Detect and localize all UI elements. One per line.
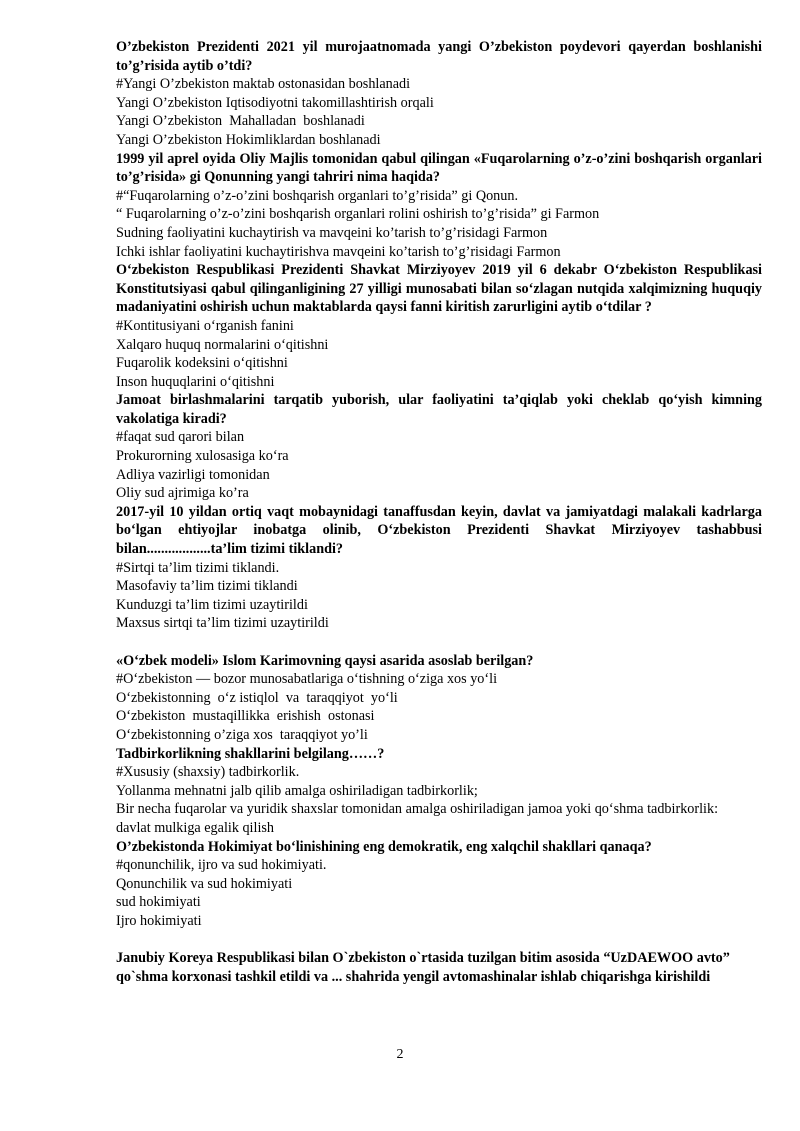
answer-option: Yangi O’zbekiston Mahalladan boshlanadi: [116, 113, 365, 130]
answer-option: O‘zbekistonning o’ziga xos taraqqiyot yo’li: [116, 726, 368, 743]
page-number: 2: [396, 1047, 404, 1062]
answer-option: Prokurorning xulosasiga ko‘ra: [116, 448, 289, 465]
answer-option: sud hokimiyati: [116, 894, 201, 911]
question-9: Janubiy Koreya Respublikasi bilan O`zbekiston o`rtasida tuzilgan bitim asosida “UzDAEWOO avto” qo`shma korxonasi tashkil etildi va ... shahrida yengil avtomashinalar ishlab chiqarishga kirishildi: [116, 950, 730, 985]
answer-option: #faqat sud qarori bilan: [116, 429, 245, 446]
question-5: 2017-yil 10 yildan ortiq vaqt mobaynidagi tanaffusdan keyin, davlat va jamiyatdagi malakali kadrlarga bo‘lgan ehtiyojlar inobatga olinib, O‘zbekiston Prezidenti Shavkat Mirziyoyev tashabbusi bilan..................ta’lim tizimi tiklandi?: [116, 503, 762, 558]
answer-option: Xalqaro huquq normalarini o‘qitishni: [116, 336, 329, 353]
document-body: [116, 38, 762, 986]
question-1: O’zbekiston Prezidenti 2021 yil murojaatnomada yangi O’zbekiston poydevori qayerdan boshlanishi to’g’risida aytib o’tdi?: [116, 39, 762, 74]
answer-option: Ijro hokimiyati: [116, 912, 202, 929]
answer-option: Adliya vazirligi tomonidan: [116, 466, 270, 483]
question-3: O‘zbekiston Respublikasi Prezidenti Shavkat Mirziyoyev 2019 yil 6 dekabr O‘zbekiston Respublikasi Konstitutsiyasi qabul qilinganligining 27 yilligi munosabati bilan so‘zlagan nutqida xalqimizning huquqiy madaniyatini oshirish uchun maktablarda qaysi fanni kiritish zarurligini aytib o‘tdilar ?: [116, 262, 762, 316]
answer-option: Bir necha fuqarolar va yuridik shaxslar tomonidan amalga oshiriladigan jamoa yoki qo‘shma tadbirkorlik:: [116, 801, 719, 818]
answer-option: Sudning faoliyatini kuchaytirish va mavqeini ko’tarish to’g’risidagi Farmon: [116, 224, 548, 241]
answer-option: Yangi O’zbekiston Hokimliklardan boshlanadi: [116, 131, 381, 148]
answer-option: Yollanma mehnatni jalb qilib amalga oshiriladigan tadbirkorlik;: [116, 782, 478, 799]
answer-option: Oliy sud ajrimiga ko’ra: [116, 485, 249, 502]
answer-option: #O‘zbekiston — bozor munosabatlariga o‘tishning o‘ziga xos yo‘li: [116, 671, 498, 688]
answer-option: Yangi O’zbekiston Iqtisodiyotni takomillashtirish orqali: [116, 94, 434, 111]
answer-option: Fuqarolik kodeksini o‘qitishni: [116, 355, 288, 372]
answer-option: O‘zbekistonning o‘z istiqlol va taraqqiyot yo‘li: [116, 689, 398, 706]
answer-option: Ichki ishlar faoliyatini kuchaytirishva mavqeini ko’tarish to’g’risidagi Farmon: [116, 243, 561, 260]
answer-option: #Yangi O’zbekiston maktab ostonasidan boshlanadi: [116, 76, 411, 93]
question-4: Jamoat birlashmalarini tarqatib yuborish, ular faoliyatini ta’qiqlab yoki cheklab qo‘yish kimning vakolatiga kiradi?: [116, 392, 762, 427]
question-7: Tadbirkorlikning shakllarini belgilang……?: [116, 745, 385, 762]
answer-option: #“Fuqarolarning o’z-o’zini boshqarish organlari to’g’risida” gi Qonun.: [116, 187, 519, 204]
question-6: «O‘zbek modeli» Islom Karimovning qaysi asarida asoslab berilgan?: [116, 652, 534, 669]
question-2: 1999 yil aprel oyida Oliy Majlis tomonidan qabul qilingan «Fuqarolarning o’z-o’zini boshqarish organlari to’g’risida» gi Qonunning yangi tahriri nima haqida?: [116, 150, 762, 186]
answer-option: Kunduzgi ta’lim tizimi uzaytirildi: [116, 596, 308, 613]
answer-option: #qonunchilik, ijro va sud hokimiyati.: [116, 857, 327, 874]
question-8: O’zbekistonda Hokimiyat bo‘linishining eng demokratik, eng xalqchil shakllari qanaqa?: [116, 838, 652, 855]
answer-option: Qonunchilik va sud hokimiyati: [116, 875, 293, 892]
answer-option: Inson huquqlarini o‘qitishni: [116, 373, 275, 390]
answer-option: #Xususiy (shaxsiy) tadbirkorlik.: [116, 764, 300, 781]
answer-option: “ Fuqarolarning o’z-o’zini boshqarish organlari rolini oshirish to’g’risida” gi Farmon: [116, 206, 600, 223]
answer-option: Maxsus sirtqi ta’lim tizimi uzaytirildi: [116, 615, 329, 632]
answer-option: davlat mulkiga egalik qilish: [116, 819, 275, 836]
answer-option: #Sirtqi ta’lim tizimi tiklandi.: [116, 559, 280, 576]
answer-option: #Kontitusiyani o‘rganish fanini: [116, 317, 294, 334]
answer-option: O‘zbekiston mustaqillikka erishish ostonasi: [116, 708, 375, 725]
answer-option: Masofaviy ta’lim tizimi tiklandi: [116, 578, 298, 595]
